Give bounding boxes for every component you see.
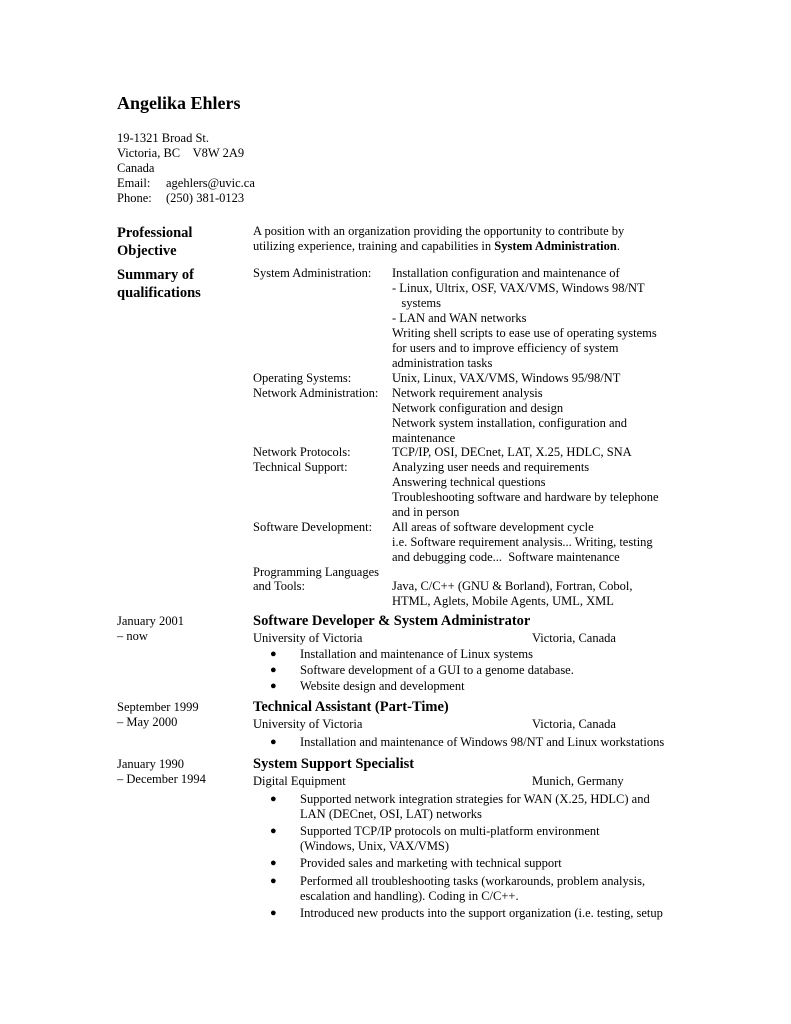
job-employer: University of Victoria — [253, 631, 363, 645]
email-label: Email: — [117, 176, 151, 190]
job-bullet-item — [270, 679, 465, 694]
job-bullet-item — [270, 906, 663, 921]
job-date-end: – May 2000 — [117, 715, 178, 729]
qualification-category: Programming Languages — [253, 565, 380, 579]
qualification-detail: Network system installation, configuration and — [392, 416, 628, 430]
qualification-detail: - Linux, Ultrix, OSF, VAX/VMS, Windows 98/NT — [392, 281, 645, 295]
summary-heading — [117, 266, 201, 302]
email-value[interactable]: agehlers@uvic.ca — [166, 176, 255, 190]
qualification-detail: maintenance — [392, 431, 456, 445]
job-bullet-text: Software development of a GUI to a genome database. — [300, 663, 574, 677]
phone-label: Phone: — [117, 191, 152, 205]
qualification-detail: - LAN and WAN networks — [392, 311, 527, 325]
qualification-detail: i.e. Software requirement analysis... Writing, testing — [392, 535, 653, 549]
job-location: Munich, Germany — [532, 774, 624, 788]
summary-heading-line1: Summary of — [117, 267, 194, 283]
address-postal: V8W 2A9 — [192, 146, 245, 160]
bullet-dot-icon: ● — [270, 664, 277, 676]
address-country: Canada — [117, 161, 155, 175]
job-bullet-text: LAN (DECnet, OSI, LAT) networks — [300, 807, 482, 821]
summary-heading-line2: qualifications — [117, 285, 201, 301]
job-bullet-text: Supported TCP/IP protocols on multi-platform environment — [300, 824, 600, 838]
job-bullet-text: Installation and maintenance of Linux systems — [300, 647, 533, 661]
bullet-dot-icon: ● — [270, 907, 277, 919]
objective-text-pre: utilizing experience, training and capabilities in — [253, 239, 495, 253]
job-bullet-text: Installation and maintenance of Windows 98/NT and Linux workstations — [300, 735, 665, 749]
objective-heading-line1: Professional — [117, 225, 193, 241]
bullet-dot-icon: ● — [270, 736, 277, 748]
bullet-dot-icon: ● — [270, 648, 277, 660]
job-bullet-item — [270, 647, 533, 662]
qualification-detail: Troubleshooting software and hardware by telephone — [392, 490, 659, 504]
job-date-start: September 1999 — [117, 700, 199, 714]
qualification-detail: Analyzing user needs and requirements — [392, 460, 590, 474]
job-title: Technical Assistant (Part-Time) — [253, 699, 449, 715]
qualification-category: Network Protocols: — [253, 445, 351, 459]
qualification-detail: Unix, Linux, VAX/VMS, Windows 95/98/NT — [392, 371, 621, 385]
job-bullet-item — [270, 735, 664, 750]
qualification-detail: Network requirement analysis — [392, 386, 543, 400]
email-line — [117, 176, 255, 191]
job-bullet-item — [270, 874, 645, 904]
bullet-dot-icon: ● — [270, 793, 277, 805]
job-bullet-text: Provided sales and marketing with technical support — [300, 856, 562, 870]
qualification-detail: Writing shell scripts to ease use of operating systems — [392, 326, 657, 340]
job-location: Victoria, Canada — [532, 717, 616, 731]
job-bullet-item — [270, 856, 562, 871]
job-location: Victoria, Canada — [532, 631, 616, 645]
phone-value: (250) 381-0123 — [166, 191, 245, 205]
address-city-line — [117, 146, 255, 161]
phone-line — [117, 191, 255, 206]
job-date-end: – now — [117, 629, 148, 643]
job-bullet-item — [270, 824, 600, 854]
qualification-category: Operating Systems: — [253, 371, 352, 385]
objective-text-post: . — [616, 239, 620, 253]
applicant-name: Angelika Ehlers — [117, 93, 241, 113]
address-city: Victoria, BC — [117, 146, 181, 160]
job-bullet-text: Introduced new products into the support organization (i.e. testing, setup — [300, 906, 663, 920]
qualification-category: Technical Support: — [253, 460, 348, 474]
qualification-detail: administration tasks — [392, 356, 493, 370]
job-bullet-text: escalation and handling). Coding in C/C++. — [300, 889, 519, 903]
job-date-start: January 2001 — [117, 614, 184, 628]
address-line: 19-1321 Broad St. — [117, 131, 210, 145]
qualification-category: System Administration: — [253, 266, 372, 280]
qualification-detail: for users and to improve efficiency of system — [392, 341, 619, 355]
job-title: System Support Specialist — [253, 756, 415, 772]
job-bullet-text: Website design and development — [300, 679, 465, 693]
qualification-detail: and in person — [392, 505, 460, 519]
bullet-dot-icon: ● — [270, 857, 277, 869]
qualification-detail: Network configuration and design — [392, 401, 564, 415]
qualification-detail: Answering technical questions — [392, 475, 546, 489]
qualification-detail: systems — [392, 296, 441, 310]
objective-text-bold: System Administration — [494, 239, 617, 253]
job-bullet-item — [270, 663, 574, 678]
objective-text-line1: A position with an organization providing the opportunity to contribute by — [253, 224, 625, 238]
job-bullet-text: Supported network integration strategies for WAN (X.25, HDLC) and — [300, 792, 650, 806]
bullet-dot-icon: ● — [270, 875, 277, 887]
contact-block — [117, 131, 255, 206]
job-date-start: January 1990 — [117, 757, 184, 771]
qualification-detail: HTML, Aglets, Mobile Agents, UML, XML — [392, 594, 614, 608]
objective-text — [253, 224, 624, 254]
qualification-category: and Tools: — [253, 579, 306, 593]
qualification-detail: All areas of software development cycle — [392, 520, 594, 534]
objective-heading — [117, 224, 192, 260]
job-date-end: – December 1994 — [117, 772, 206, 786]
qualification-detail: Java, C/C++ (GNU & Borland), Fortran, Cobol, — [392, 579, 633, 593]
job-employer: Digital Equipment — [253, 774, 346, 788]
qualification-category: Network Administration: — [253, 386, 379, 400]
qualification-detail: TCP/IP, OSI, DECnet, LAT, X.25, HDLC, SNA — [392, 445, 632, 459]
job-bullet-text: Performed all troubleshooting tasks (workarounds, problem analysis, — [300, 874, 646, 888]
bullet-dot-icon: ● — [270, 680, 277, 692]
job-bullet-item — [270, 792, 650, 822]
objective-heading-line2: Objective — [117, 243, 177, 259]
qualification-category: Software Development: — [253, 520, 373, 534]
qualification-detail: Installation configuration and maintenance of — [392, 266, 620, 280]
job-employer: University of Victoria — [253, 717, 363, 731]
objective-text-line2 — [253, 239, 624, 254]
qualification-detail: and debugging code... Software maintenance — [392, 550, 620, 564]
bullet-dot-icon: ● — [270, 825, 277, 837]
job-title: Software Developer & System Administrator — [253, 613, 531, 629]
job-bullet-text: (Windows, Unix, VAX/VMS) — [300, 839, 450, 853]
